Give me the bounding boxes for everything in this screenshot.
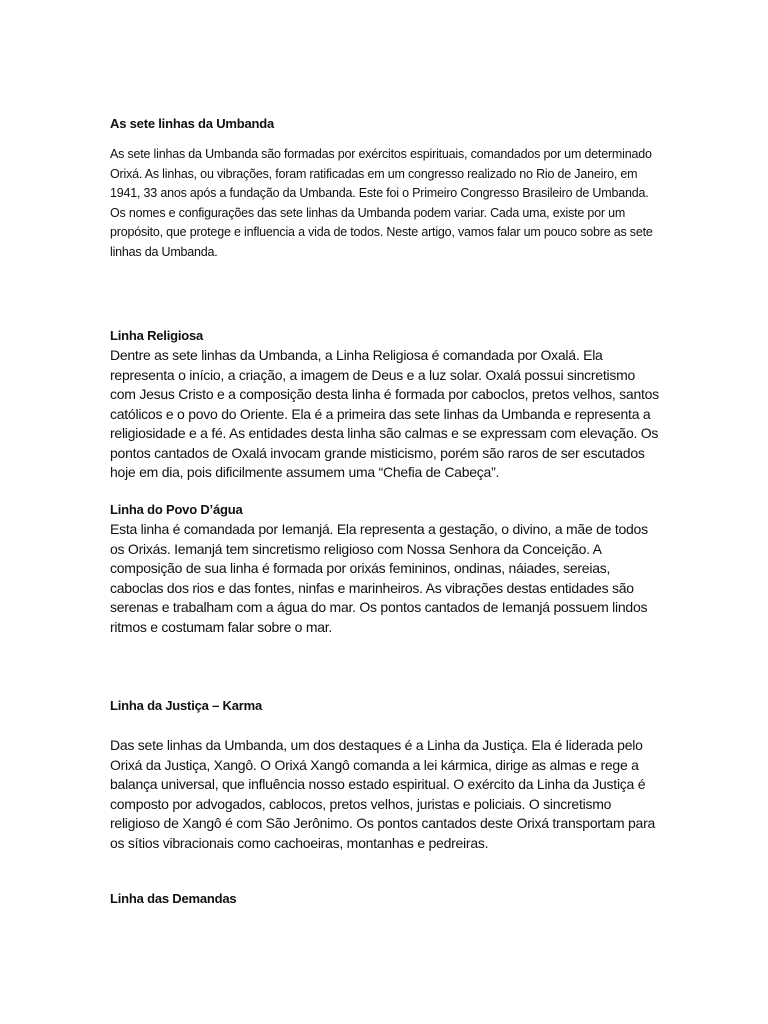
heading-linha-demandas: Linha das Demandas (110, 891, 237, 906)
heading-linha-povo-dagua: Linha do Povo D’água (110, 502, 243, 517)
paragraph-intro: As sete linhas da Umbanda são formadas por exércitos espirituais, comandados por um determinado Orixá. As linhas, ou vibrações, foram ratificadas em um congresso realizado no Rio de Janeiro, em 1941, 33 anos após a fundação da Umbanda. Este foi o Primeiro Congresso Brasileiro de Umbanda. Os nomes e configurações das sete linhas da Umbanda podem variar. Cada uma, existe por um propósito, que protege e influencia a vida de todos. Neste artigo, vamos falar um pouco sobre as sete linhas da Umbanda. (110, 147, 653, 259)
heading-linha-justica: Linha da Justiça – Karma (110, 698, 262, 713)
heading-linha-religiosa: Linha Religiosa (110, 328, 204, 343)
paragraph-linha-povo-dagua: Esta linha é comandada por Iemanjá. Ela representa a gestação, o divino, a mãe de todos os Orixás. Iemanjá tem sincretismo religioso com Nossa Senhora da Conceição. A composição de sua linha é formada por orixás femininos, ondinas, náiades, sereias, caboclas dos rios e das fontes, ninfas e marinheiros. As vibrações destas entidades são serenas e trabalham com a água do mar. Os pontos cantados de Iemanjá possuem lindos ritmos e costumam falar sobre o mar. (110, 521, 648, 635)
heading-intro: As sete linhas da Umbanda (110, 116, 275, 131)
paragraph-linha-religiosa: Dentre as sete linhas da Umbanda, a Linha Religiosa é comandada por Oxalá. Ela representa o início, a criação, a imagem de Deus e a luz solar. Oxalá possui sincretismo com Jesus Cristo e a composição desta linha é formada por caboclos, pretos velhos, santos católicos e o povo do Oriente. Ela é a primeira das sete linhas da Umbanda e representa a religiosidade e a fé. As entidades desta linha são calmas e se expressam com elevação. Os pontos cantados de Oxalá invocam grande misticismo, porém são raros de ser escutados hoje em dia, pois dificilmente assumem uma “Chefia de Cabeça”. (110, 347, 659, 480)
paragraph-linha-justica: Das sete linhas da Umbanda, um dos destaques é a Linha da Justiça. Ela é liderada pelo Orixá da Justiça, Xangô. O Orixá Xangô comanda a lei kármica, dirige as almas e rege a balança universal, que influência nosso estado espiritual. O exército da Linha da Justiça é composto por advogados, cablocos, pretos velhos, juristas e policiais. O sincretismo religioso de Xangô é com São Jerônimo. Os pontos cantados deste Orixá transportam para os sítios vibracionais como cachoeiras, montanhas e pedreiras. (110, 737, 656, 851)
